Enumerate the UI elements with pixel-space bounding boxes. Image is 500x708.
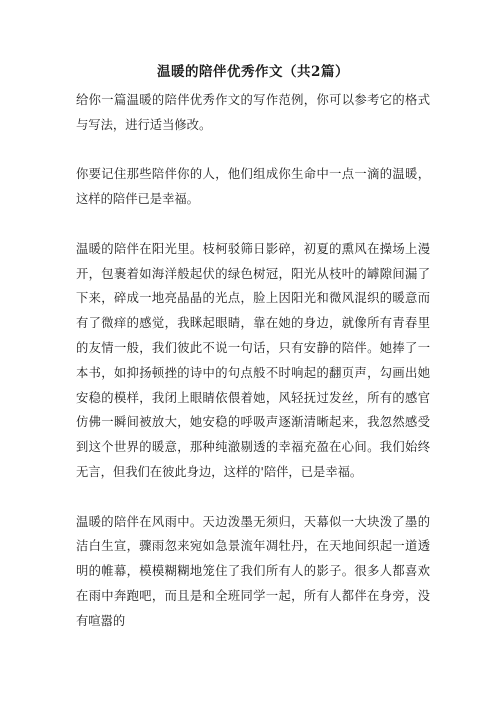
document-title: 温暖的陪伴优秀作文（共2篇） — [157, 64, 349, 80]
paragraph-theme: 你要记住那些陪伴你的人，他们组成你生命中一点一滴的温暖，这样的陪伴已是幸福。 — [76, 167, 430, 207]
paragraph-sunshine: 温暖的陪伴在阳光里。枝柯驳筛日影碎，初夏的熏风在操场上漫开，包裹着如海洋般起伏的绿色树冠，阳光从枝叶的罅隙间漏了下来，碎成一地亮晶晶的光点，脸上因阳光和微风混织的暖意而有了微痒的感觉，我眯起眼睛，靠在她的身边，就像所有青春里的友情一般，我们彼此不说一句话，只有安静的陪伴。她捧了一本书，如抑扬顿挫的诗中的句点般不时响起的翻页声，勾画出她安稳的模样，我闭上眼睛依偎着她，风轻抚过发丝，所有的感官仿佛一瞬间被放大，她安稳的呼吸声逐渐清晰起来，我忽然感受到这个世界的暖意，那种纯澈剔透的幸福充盈在心间。我们始终无言，但我们在彼此身边，这样的'陪伴，已是幸福。 — [76, 241, 430, 479]
paragraph-intro: 给你一篇温暖的陪伴优秀作文的写作范例，你可以参考它的格式与写法，进行适当修改。 — [76, 93, 430, 132]
paragraph-rain: 温暖的陪伴在风雨中。天边泼墨无须归，天幕似一大块泼了墨的洁白生宣，骤雨忽来宛如急景流年凋牡丹，在天地间织起一道透明的帷幕，模模糊糊地笼住了我们所有人的影子。很多人都喜欢在雨中奔跑吧，而且是和全班同学一起，所有人都伴在身旁，没有喧嚣的 — [76, 514, 430, 628]
document-page — [76, 62, 430, 658]
